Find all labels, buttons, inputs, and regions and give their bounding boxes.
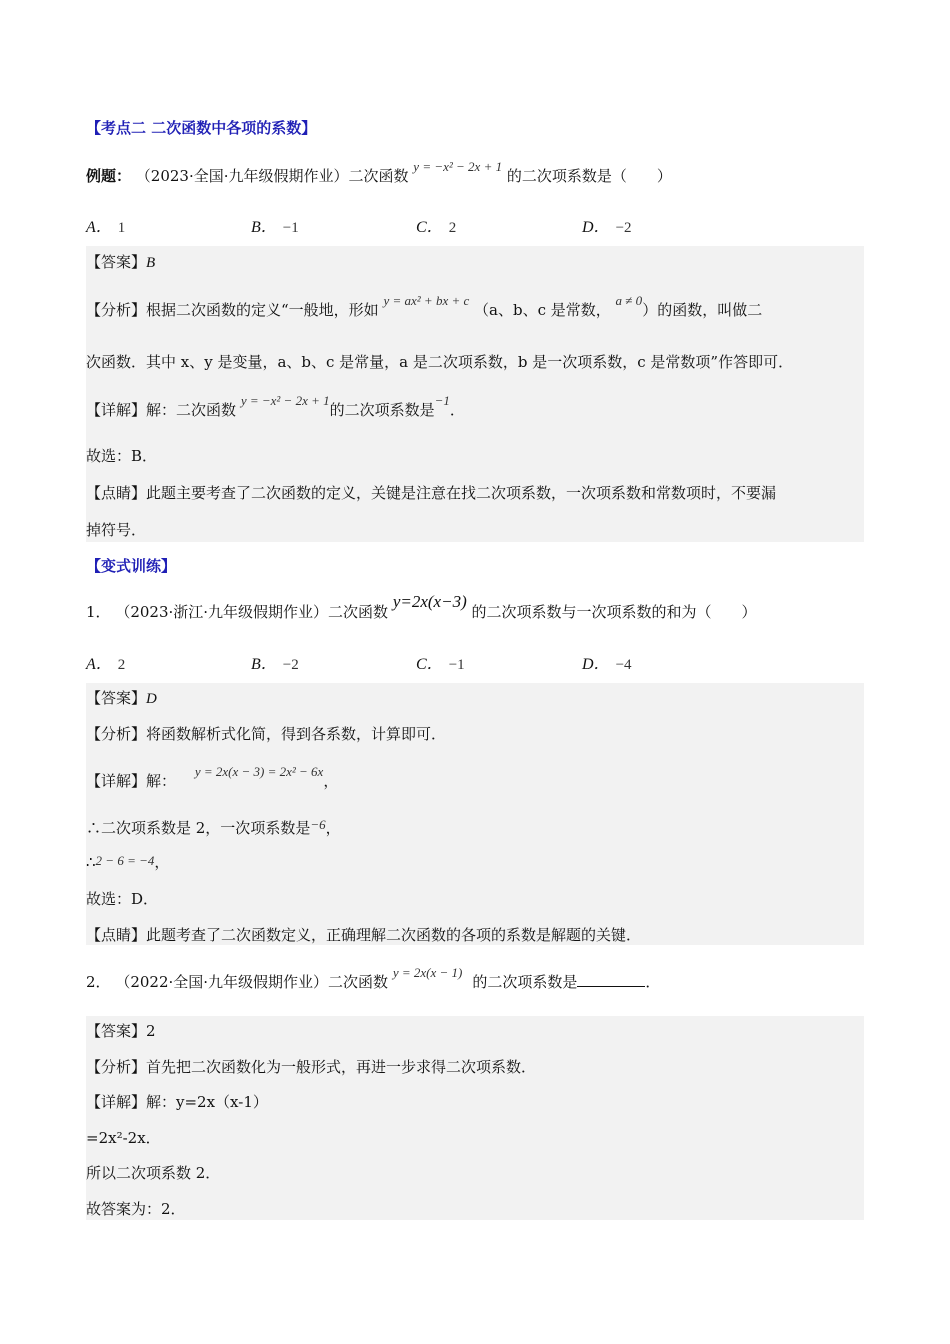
answer-label: 【答案】 — [86, 689, 147, 707]
q2-detail-line2: =2x²-2x． — [86, 1129, 161, 1147]
q1-number: 1． — [86, 603, 111, 621]
option-value: 1 — [117, 220, 126, 236]
detail-text: 解： — [146, 772, 177, 790]
analysis-text: 首先把二次函数化为一般形式，再进一步求得二次项系数． — [146, 1058, 537, 1076]
detail-text: 解：二次函数 — [146, 401, 237, 419]
analysis-label: 【分析】 — [86, 725, 147, 743]
comment-label: 【点睛】 — [86, 484, 147, 502]
detail-end: ， — [323, 772, 339, 790]
q1-comment — [86, 925, 641, 945]
example-formula: y = −x² − 2x + 1 — [413, 159, 503, 174]
example-option-c — [416, 214, 456, 237]
example-source: （2023·全国·九年级假期作业）二次函数 — [135, 167, 409, 185]
example-comment-line2: 掉符号． — [86, 521, 147, 539]
q2-detail-line4: 故答案为：2． — [86, 1200, 186, 1218]
option-label: B． — [251, 219, 277, 236]
option-value: −2 — [282, 657, 299, 673]
option-value: −1 — [448, 657, 465, 673]
example-label: 例题： — [86, 167, 132, 185]
example-choose: 故选：B． — [86, 447, 158, 465]
option-value: −4 — [615, 657, 632, 673]
step-end: ， — [325, 819, 341, 837]
answer-label: 【答案】 — [86, 1022, 147, 1040]
answer-blank — [577, 972, 645, 987]
option-label: D． — [582, 219, 610, 236]
analysis-label: 【分析】 — [86, 301, 147, 319]
q2-question — [86, 965, 661, 993]
detail-label: 【详解】 — [86, 401, 147, 419]
section-title: 【考点二 二次函数中各项的系数】 — [86, 119, 317, 137]
analysis-condition: a ≠ 0 — [615, 293, 643, 308]
example-option-a — [86, 214, 125, 237]
example-option-b — [251, 214, 299, 237]
q2-number: 2． — [86, 973, 111, 991]
example-tail: 的二次项系数是（ ） — [506, 167, 672, 185]
q1-answer — [86, 688, 157, 709]
step-end: ， — [154, 853, 170, 871]
option-label: C． — [416, 656, 443, 673]
q1-option-b — [251, 651, 299, 674]
example-answer — [86, 252, 155, 273]
q1-analysis — [86, 724, 446, 744]
detail-label: 【详解】 — [86, 772, 147, 790]
detail-text: 解：y=2x（x-1） — [146, 1093, 268, 1111]
q2-tail: 的二次项系数是 — [472, 973, 578, 991]
option-label: A． — [86, 656, 112, 673]
q1-step2 — [86, 852, 169, 873]
q1-step1 — [86, 818, 341, 839]
option-label: B． — [251, 656, 277, 673]
q2-answer — [86, 1021, 156, 1041]
analysis-text: ）的函数，叫做二 — [642, 301, 763, 319]
analysis-text: 根据二次函数的定义“一般地，形如 — [146, 301, 379, 319]
answer-label: 【答案】 — [86, 253, 147, 271]
option-label: C． — [416, 219, 443, 236]
option-value: 2 — [448, 220, 457, 236]
detail-text: 的二次项系数是 — [329, 401, 435, 419]
q1-formula: y=2x(x−3) — [392, 592, 467, 611]
step-value: −6 — [310, 817, 326, 832]
variant-title: 【变式训练】 — [86, 557, 177, 575]
option-label: A． — [86, 219, 112, 236]
answer-value: 2 — [146, 1022, 156, 1040]
q1-question — [86, 592, 757, 622]
example-option-d — [582, 214, 632, 237]
example-comment — [86, 483, 776, 503]
analysis-formula: y = ax² + bx + c — [383, 293, 470, 308]
q1-source: （2023·浙江·九年级假期作业）二次函数 — [115, 603, 389, 621]
comment-text: 此题主要考查了二次函数的定义，关键是注意在找二次项系数，一次项系数和常数项时，不要漏 — [146, 484, 777, 502]
q1-option-d — [582, 651, 632, 674]
q2-detail-line3: 所以二次项系数 2． — [86, 1164, 221, 1182]
q1-choose: 故选：D． — [86, 890, 159, 908]
q2-solution-box — [86, 1016, 864, 1220]
q1-option-a — [86, 651, 125, 674]
therefore-symbol: ∴ — [86, 853, 96, 871]
q2-analysis — [86, 1057, 536, 1077]
q2-source: （2022·全国·九年级假期作业）二次函数 — [115, 973, 389, 991]
q2-formula: y = 2x(x − 1) — [392, 965, 463, 980]
option-label: D． — [582, 656, 610, 673]
answer-value: B — [146, 255, 156, 271]
example-detail — [86, 393, 465, 421]
analysis-label: 【分析】 — [86, 1058, 147, 1076]
analysis-text: 将函数解析式化简，得到各系数，计算即可． — [146, 725, 447, 743]
q1-tail: 的二次项系数与一次项系数的和为（ ） — [471, 603, 757, 621]
step-text: ∴二次项系数是 2，一次项系数是 — [86, 819, 311, 837]
answer-value: D — [146, 691, 157, 707]
detail-formula: y = −x² − 2x + 1 — [240, 393, 330, 408]
comment-label: 【点睛】 — [86, 926, 147, 944]
analysis-text: （a、b、c 是常数， — [474, 301, 611, 319]
q2-detail — [86, 1092, 268, 1112]
option-value: −2 — [615, 220, 632, 236]
option-value: 2 — [117, 657, 126, 673]
detail-value: −1 — [434, 393, 450, 408]
option-value: −1 — [282, 220, 299, 236]
q1-detail — [86, 764, 339, 792]
q2-tail-end: ． — [645, 973, 661, 991]
example-analysis — [86, 293, 763, 321]
example-question — [86, 159, 672, 187]
detail-formula: y = 2x(x − 3) = 2x² − 6x — [194, 764, 324, 779]
example-analysis-line2: 次函数．其中 x、y 是变量，a、b、c 是常量，a 是二次项系数，b 是一次项系数，c 是常数项”作答即可． — [86, 353, 794, 371]
q1-solution-box — [86, 683, 864, 945]
comment-text: 此题考查了二次函数定义，正确理解二次函数的各项的系数是解题的关键． — [146, 926, 642, 944]
detail-label: 【详解】 — [86, 1093, 147, 1111]
detail-end: ． — [449, 401, 465, 419]
q1-option-c — [416, 651, 465, 674]
step-formula: 2 − 6 = −4 — [95, 853, 155, 868]
